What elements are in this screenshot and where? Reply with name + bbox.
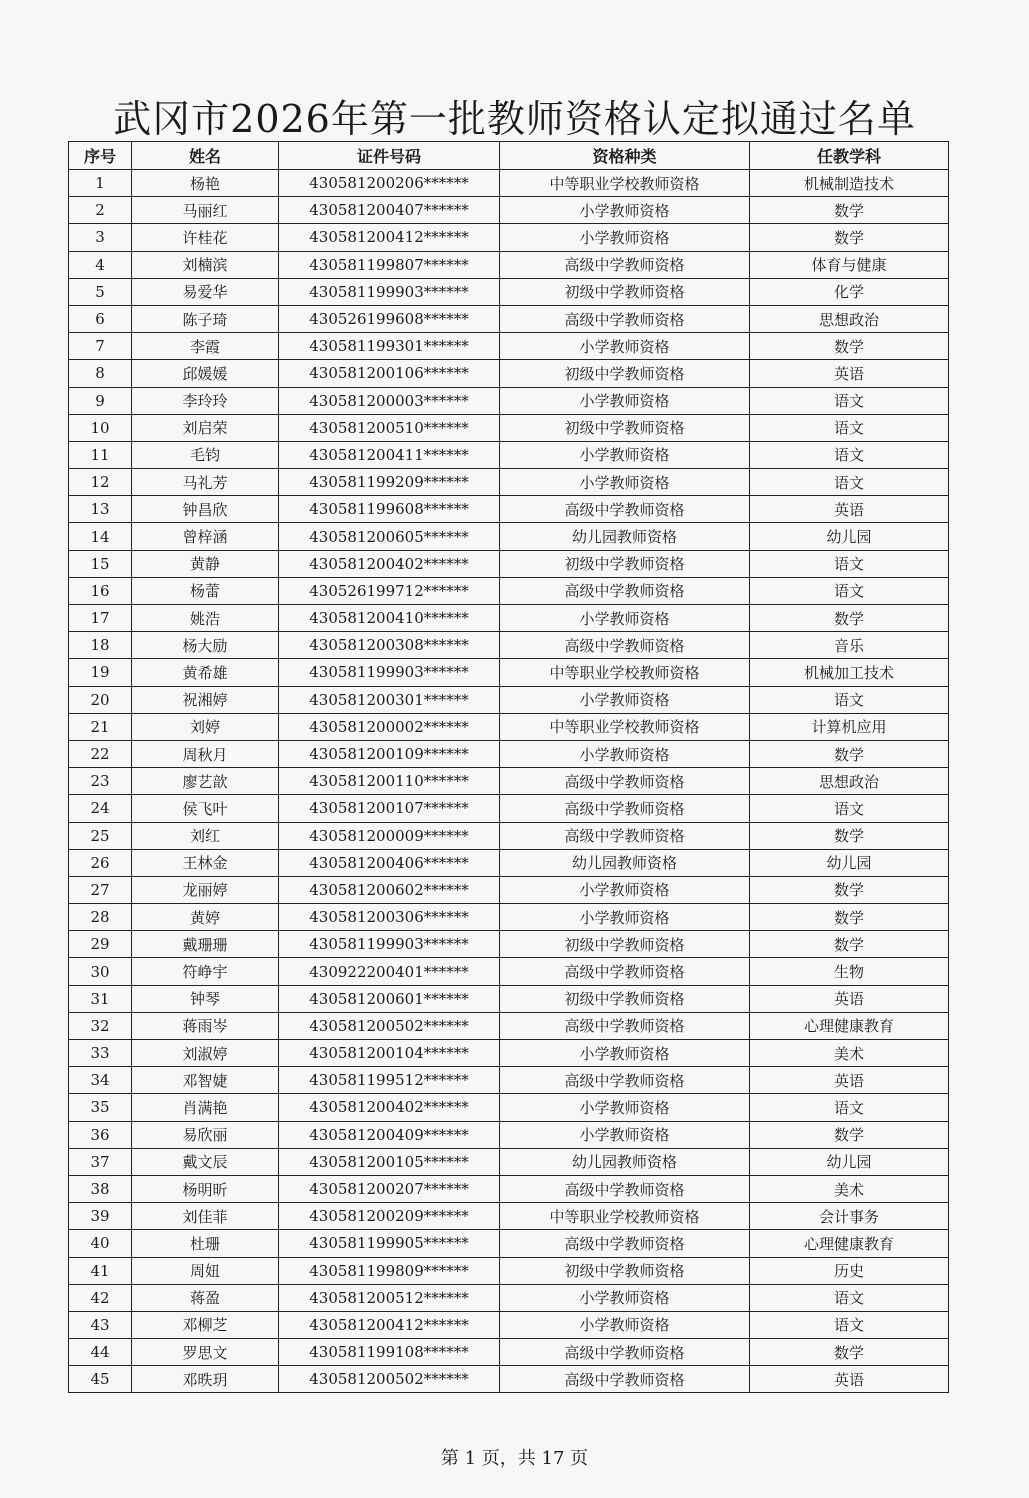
cell-name: 李霞 [132,333,279,360]
cell-id-number: 430581200306****** [279,904,500,931]
table-row [69,1012,949,1039]
cell-serial: 25 [69,822,132,849]
cell-serial: 32 [69,1012,132,1039]
cell-subject: 幼儿园 [750,849,949,876]
cell-serial: 44 [69,1339,132,1366]
cell-qualification: 中等职业学校教师资格 [500,170,750,197]
cell-qualification: 小学教师资格 [500,1311,750,1338]
table-row [69,1339,949,1366]
cell-name: 蒋盈 [132,1284,279,1311]
cell-subject: 历史 [750,1257,949,1284]
cell-subject: 语文 [750,1094,949,1121]
table-row [69,1203,949,1230]
cell-id-number: 430581200410****** [279,605,500,632]
table-row [69,1284,949,1311]
cell-qualification: 小学教师资格 [500,605,750,632]
cell-subject: 幼儿园 [750,1148,949,1175]
header-subject: 任教学科 [750,142,949,170]
cell-id-number: 430581200104****** [279,1040,500,1067]
cell-id-number: 430581200601****** [279,985,500,1012]
cell-id-number: 430581200502****** [279,1012,500,1039]
cell-id-number: 430581199608****** [279,496,500,523]
cell-name: 黄希雄 [132,659,279,686]
cell-serial: 11 [69,441,132,468]
cell-qualification: 高级中学教师资格 [500,1012,750,1039]
cell-id-number: 430581199209****** [279,469,500,496]
cell-serial: 23 [69,768,132,795]
cell-subject: 语文 [750,387,949,414]
table-row [69,251,949,278]
cell-subject: 数学 [750,1121,949,1148]
table-row [69,197,949,224]
table-row [69,822,949,849]
table-row [69,1311,949,1338]
cell-id-number: 430581199905****** [279,1230,500,1257]
cell-name: 杜珊 [132,1230,279,1257]
table-row [69,958,949,985]
cell-qualification: 高级中学教师资格 [500,1366,750,1393]
table-row [69,740,949,767]
cell-serial: 24 [69,795,132,822]
cell-serial: 7 [69,333,132,360]
cell-name: 曾梓涵 [132,523,279,550]
table-row [69,496,949,523]
cell-name: 戴文辰 [132,1148,279,1175]
cell-subject: 化学 [750,278,949,305]
header-qualification: 资格种类 [500,142,750,170]
cell-qualification: 初级中学教师资格 [500,985,750,1012]
cell-id-number: 430581200412****** [279,1311,500,1338]
cell-subject: 数学 [750,904,949,931]
cell-name: 易爱华 [132,278,279,305]
cell-subject: 数学 [750,876,949,903]
cell-serial: 17 [69,605,132,632]
cell-qualification: 小学教师资格 [500,1121,750,1148]
cell-qualification: 中等职业学校教师资格 [500,659,750,686]
cell-qualification: 高级中学教师资格 [500,822,750,849]
cell-subject: 语文 [750,550,949,577]
cell-subject: 思想政治 [750,305,949,332]
cell-name: 邓柳芝 [132,1311,279,1338]
cell-subject: 会计事务 [750,1203,949,1230]
cell-subject: 数学 [750,333,949,360]
cell-qualification: 高级中学教师资格 [500,1339,750,1366]
cell-qualification: 初级中学教师资格 [500,931,750,958]
cell-qualification: 初级中学教师资格 [500,278,750,305]
cell-name: 蒋雨岑 [132,1012,279,1039]
cell-serial: 41 [69,1257,132,1284]
table-row [69,659,949,686]
cell-name: 黄婷 [132,904,279,931]
table-row [69,768,949,795]
cell-name: 王林金 [132,849,279,876]
cell-id-number: 430581200512****** [279,1284,500,1311]
table-body [69,170,949,1393]
cell-serial: 34 [69,1067,132,1094]
cell-subject: 音乐 [750,632,949,659]
cell-serial: 2 [69,197,132,224]
cell-serial: 5 [69,278,132,305]
cell-qualification: 小学教师资格 [500,1040,750,1067]
cell-id-number: 430581200605****** [279,523,500,550]
table-row [69,1230,949,1257]
table-row [69,305,949,332]
cell-subject: 英语 [750,985,949,1012]
cell-name: 刘启荣 [132,414,279,441]
cell-qualification: 高级中学教师资格 [500,1067,750,1094]
header-id-number: 证件号码 [279,142,500,170]
cell-id-number: 430581199903****** [279,278,500,305]
cell-subject: 语文 [750,469,949,496]
table-row [69,876,949,903]
cell-serial: 20 [69,686,132,713]
cell-serial: 28 [69,904,132,931]
cell-name: 毛钧 [132,441,279,468]
cell-subject: 语文 [750,1284,949,1311]
table-row [69,469,949,496]
roster-table [68,141,949,1393]
cell-qualification: 幼儿园教师资格 [500,1148,750,1175]
cell-id-number: 430581200412****** [279,224,500,251]
cell-name: 杨蕾 [132,577,279,604]
cell-name: 马礼芳 [132,469,279,496]
cell-id-number: 430581200002****** [279,713,500,740]
cell-id-number: 430581200209****** [279,1203,500,1230]
cell-qualification: 小学教师资格 [500,333,750,360]
cell-subject: 英语 [750,496,949,523]
table-header-row [69,142,949,170]
cell-id-number: 430581200003****** [279,387,500,414]
cell-subject: 数学 [750,931,949,958]
cell-serial: 8 [69,360,132,387]
cell-name: 周妞 [132,1257,279,1284]
cell-subject: 英语 [750,1067,949,1094]
cell-name: 刘佳菲 [132,1203,279,1230]
cell-subject: 英语 [750,1366,949,1393]
cell-id-number: 430581200308****** [279,632,500,659]
table-row [69,686,949,713]
cell-subject: 体育与健康 [750,251,949,278]
cell-serial: 45 [69,1366,132,1393]
table-row [69,224,949,251]
table-row [69,1366,949,1393]
cell-id-number: 430581200206****** [279,170,500,197]
cell-id-number: 430581200402****** [279,550,500,577]
cell-id-number: 430581200105****** [279,1148,500,1175]
table-row [69,360,949,387]
cell-serial: 6 [69,305,132,332]
table-row [69,1175,949,1202]
cell-qualification: 幼儿园教师资格 [500,523,750,550]
cell-serial: 26 [69,849,132,876]
cell-id-number: 430581200406****** [279,849,500,876]
cell-serial: 30 [69,958,132,985]
table-row [69,1148,949,1175]
cell-qualification: 小学教师资格 [500,469,750,496]
table-row [69,1067,949,1094]
cell-id-number: 430526199608****** [279,305,500,332]
cell-qualification: 小学教师资格 [500,197,750,224]
cell-id-number: 430581199108****** [279,1339,500,1366]
cell-serial: 3 [69,224,132,251]
document-title: 武冈市2026年第一批教师资格认定拟通过名单 [113,97,916,141]
cell-qualification: 高级中学教师资格 [500,632,750,659]
cell-subject: 语文 [750,414,949,441]
table-row [69,605,949,632]
cell-qualification: 初级中学教师资格 [500,550,750,577]
cell-serial: 13 [69,496,132,523]
cell-qualification: 幼儿园教师资格 [500,849,750,876]
cell-name: 钟琴 [132,985,279,1012]
cell-id-number: 430922200401****** [279,958,500,985]
cell-id-number: 430581200110****** [279,768,500,795]
cell-subject: 语文 [750,1311,949,1338]
cell-serial: 12 [69,469,132,496]
cell-id-number: 430581199903****** [279,659,500,686]
cell-qualification: 高级中学教师资格 [500,1175,750,1202]
table-row [69,795,949,822]
cell-subject: 数学 [750,740,949,767]
cell-name: 李玲玲 [132,387,279,414]
cell-subject: 英语 [750,360,949,387]
cell-serial: 4 [69,251,132,278]
cell-name: 易欣丽 [132,1121,279,1148]
cell-qualification: 小学教师资格 [500,441,750,468]
cell-qualification: 中等职业学校教师资格 [500,1203,750,1230]
cell-subject: 数学 [750,822,949,849]
cell-serial: 21 [69,713,132,740]
cell-qualification: 小学教师资格 [500,224,750,251]
cell-name: 邱媛媛 [132,360,279,387]
table-row [69,441,949,468]
cell-id-number: 430581200602****** [279,876,500,903]
cell-id-number: 430581200402****** [279,1094,500,1121]
cell-subject: 计算机应用 [750,713,949,740]
table-row [69,387,949,414]
cell-id-number: 430581200106****** [279,360,500,387]
cell-name: 刘红 [132,822,279,849]
cell-serial: 39 [69,1203,132,1230]
cell-subject: 机械加工技术 [750,659,949,686]
cell-id-number: 430581200207****** [279,1175,500,1202]
cell-id-number: 430581200109****** [279,740,500,767]
cell-name: 肖满艳 [132,1094,279,1121]
cell-name: 邓昳玥 [132,1366,279,1393]
cell-id-number: 430581200502****** [279,1366,500,1393]
cell-serial: 14 [69,523,132,550]
cell-serial: 33 [69,1040,132,1067]
cell-qualification: 小学教师资格 [500,740,750,767]
cell-name: 周秋月 [132,740,279,767]
cell-name: 邓智婕 [132,1067,279,1094]
cell-serial: 27 [69,876,132,903]
cell-subject: 语文 [750,795,949,822]
cell-subject: 语文 [750,577,949,604]
cell-name: 龙丽婷 [132,876,279,903]
table-row [69,1121,949,1148]
table-row [69,577,949,604]
cell-qualification: 小学教师资格 [500,876,750,903]
cell-subject: 数学 [750,1339,949,1366]
cell-name: 刘楠滨 [132,251,279,278]
cell-qualification: 高级中学教师资格 [500,1230,750,1257]
cell-subject: 心理健康教育 [750,1230,949,1257]
cell-qualification: 小学教师资格 [500,904,750,931]
cell-qualification: 中等职业学校教师资格 [500,713,750,740]
cell-subject: 生物 [750,958,949,985]
table-row [69,170,949,197]
cell-serial: 29 [69,931,132,958]
cell-subject: 思想政治 [750,768,949,795]
cell-name: 戴珊珊 [132,931,279,958]
cell-qualification: 小学教师资格 [500,1094,750,1121]
cell-serial: 9 [69,387,132,414]
table-row [69,713,949,740]
cell-subject: 心理健康教育 [750,1012,949,1039]
cell-name: 杨艳 [132,170,279,197]
cell-name: 符峥宇 [132,958,279,985]
cell-serial: 31 [69,985,132,1012]
cell-name: 马丽红 [132,197,279,224]
cell-id-number: 430581200107****** [279,795,500,822]
cell-id-number: 430581200301****** [279,686,500,713]
table-row [69,985,949,1012]
cell-subject: 机械制造技术 [750,170,949,197]
cell-subject: 数学 [750,224,949,251]
cell-serial: 10 [69,414,132,441]
cell-subject: 美术 [750,1040,949,1067]
cell-subject: 美术 [750,1175,949,1202]
cell-qualification: 初级中学教师资格 [500,414,750,441]
cell-serial: 38 [69,1175,132,1202]
cell-id-number: 430581199512****** [279,1067,500,1094]
cell-serial: 43 [69,1311,132,1338]
cell-name: 钟昌欣 [132,496,279,523]
cell-qualification: 高级中学教师资格 [500,768,750,795]
cell-name: 刘淑婷 [132,1040,279,1067]
cell-name: 姚浩 [132,605,279,632]
cell-subject: 语文 [750,686,949,713]
cell-qualification: 初级中学教师资格 [500,360,750,387]
cell-qualification: 初级中学教师资格 [500,1257,750,1284]
cell-name: 廖艺歆 [132,768,279,795]
cell-qualification: 高级中学教师资格 [500,496,750,523]
cell-id-number: 430581199301****** [279,333,500,360]
cell-serial: 22 [69,740,132,767]
cell-serial: 37 [69,1148,132,1175]
table-row [69,931,949,958]
table-row [69,632,949,659]
cell-qualification: 小学教师资格 [500,1284,750,1311]
page-footer: 第 1 页，共 17 页 [440,1448,589,1469]
cell-qualification: 小学教师资格 [500,387,750,414]
cell-qualification: 高级中学教师资格 [500,795,750,822]
table-row [69,523,949,550]
table-row [69,1257,949,1284]
cell-qualification: 高级中学教师资格 [500,958,750,985]
table-row [69,1040,949,1067]
cell-qualification: 高级中学教师资格 [500,305,750,332]
cell-id-number: 430581200009****** [279,822,500,849]
cell-subject: 数学 [750,197,949,224]
cell-name: 刘婷 [132,713,279,740]
cell-serial: 15 [69,550,132,577]
cell-id-number: 430581200407****** [279,197,500,224]
cell-id-number: 430581199807****** [279,251,500,278]
table-row [69,904,949,931]
cell-name: 黄静 [132,550,279,577]
table-row [69,1094,949,1121]
cell-id-number: 430581199903****** [279,931,500,958]
cell-name: 杨大励 [132,632,279,659]
cell-id-number: 430581200510****** [279,414,500,441]
cell-serial: 36 [69,1121,132,1148]
cell-name: 杨明昕 [132,1175,279,1202]
header-serial: 序号 [69,142,132,170]
cell-id-number: 430526199712****** [279,577,500,604]
cell-qualification: 小学教师资格 [500,686,750,713]
cell-name: 侯飞叶 [132,795,279,822]
cell-id-number: 430581200409****** [279,1121,500,1148]
table-row [69,333,949,360]
cell-id-number: 430581199809****** [279,1257,500,1284]
cell-serial: 16 [69,577,132,604]
cell-id-number: 430581200411****** [279,441,500,468]
table-row [69,849,949,876]
cell-serial: 19 [69,659,132,686]
cell-subject: 语文 [750,441,949,468]
cell-subject: 幼儿园 [750,523,949,550]
cell-serial: 1 [69,170,132,197]
cell-name: 祝湘婷 [132,686,279,713]
cell-serial: 42 [69,1284,132,1311]
cell-name: 陈子琦 [132,305,279,332]
cell-serial: 40 [69,1230,132,1257]
cell-serial: 18 [69,632,132,659]
table-row [69,550,949,577]
cell-qualification: 高级中学教师资格 [500,577,750,604]
header-name: 姓名 [132,142,279,170]
cell-name: 罗思文 [132,1339,279,1366]
table-row [69,278,949,305]
table-row [69,414,949,441]
cell-name: 许桂花 [132,224,279,251]
cell-qualification: 高级中学教师资格 [500,251,750,278]
cell-serial: 35 [69,1094,132,1121]
cell-subject: 数学 [750,605,949,632]
